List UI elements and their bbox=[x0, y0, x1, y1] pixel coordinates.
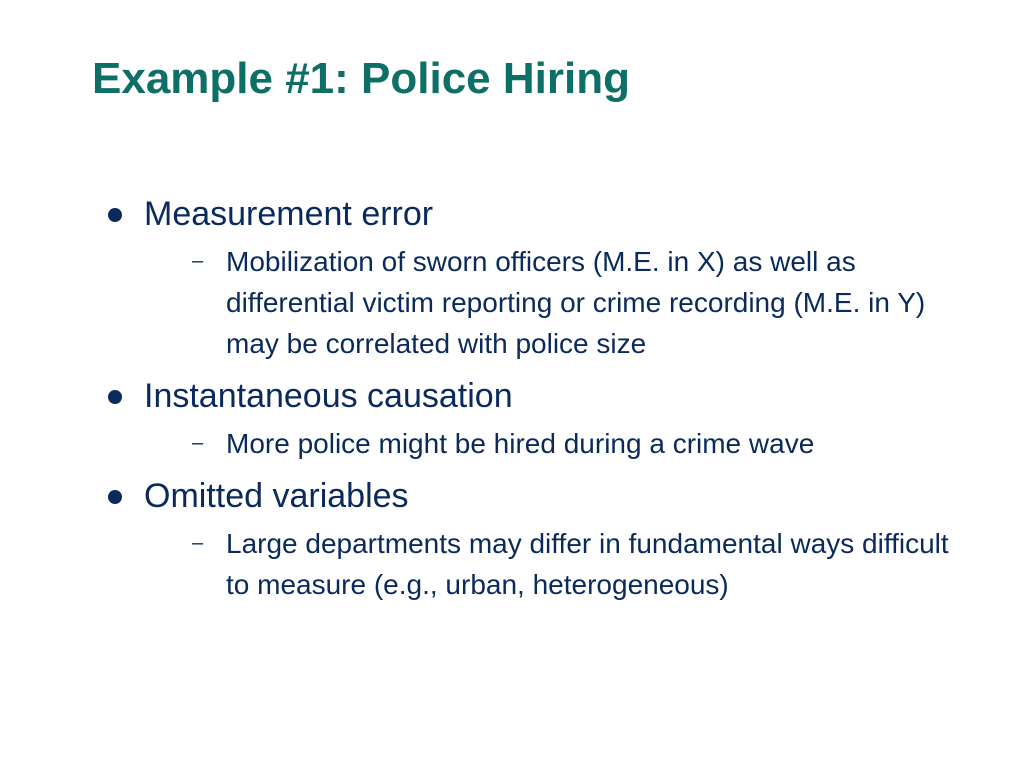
bullet-list bbox=[106, 192, 949, 615]
bullet-dot-icon bbox=[108, 390, 122, 404]
bullet-text: Omitted variables bbox=[144, 477, 409, 515]
sub-bullet-text: More police might be hired during a crime wave bbox=[226, 428, 815, 459]
sub-bullet-item bbox=[144, 241, 936, 364]
bullet-item bbox=[106, 374, 936, 464]
sub-bullet-list bbox=[144, 241, 936, 364]
slide-title: Example #1: Police Hiring bbox=[92, 54, 630, 103]
bullet-dot-icon bbox=[108, 208, 122, 222]
bullet-item bbox=[106, 192, 936, 364]
bullet-item bbox=[106, 474, 949, 605]
sub-bullet-item bbox=[144, 423, 936, 464]
bullet-text: Measurement error bbox=[144, 195, 434, 233]
sub-bullet-list bbox=[144, 423, 936, 464]
sub-bullet-item bbox=[144, 523, 949, 605]
sub-bullet-list bbox=[144, 523, 949, 605]
dash-icon: – bbox=[192, 532, 204, 554]
sub-bullet-text: Large departments may differ in fundamental ways difficult to measure (e.g., urban, heterogeneous) bbox=[226, 528, 949, 600]
dash-icon: – bbox=[192, 432, 204, 454]
dash-icon: – bbox=[192, 250, 204, 272]
bullet-dot-icon bbox=[108, 490, 122, 504]
bullet-text: Instantaneous causation bbox=[144, 377, 513, 415]
sub-bullet-text: Mobilization of sworn officers (M.E. in X) as well as differential victim reporting or crime recording (M.E. in Y) may be correlated with police size bbox=[226, 246, 926, 359]
